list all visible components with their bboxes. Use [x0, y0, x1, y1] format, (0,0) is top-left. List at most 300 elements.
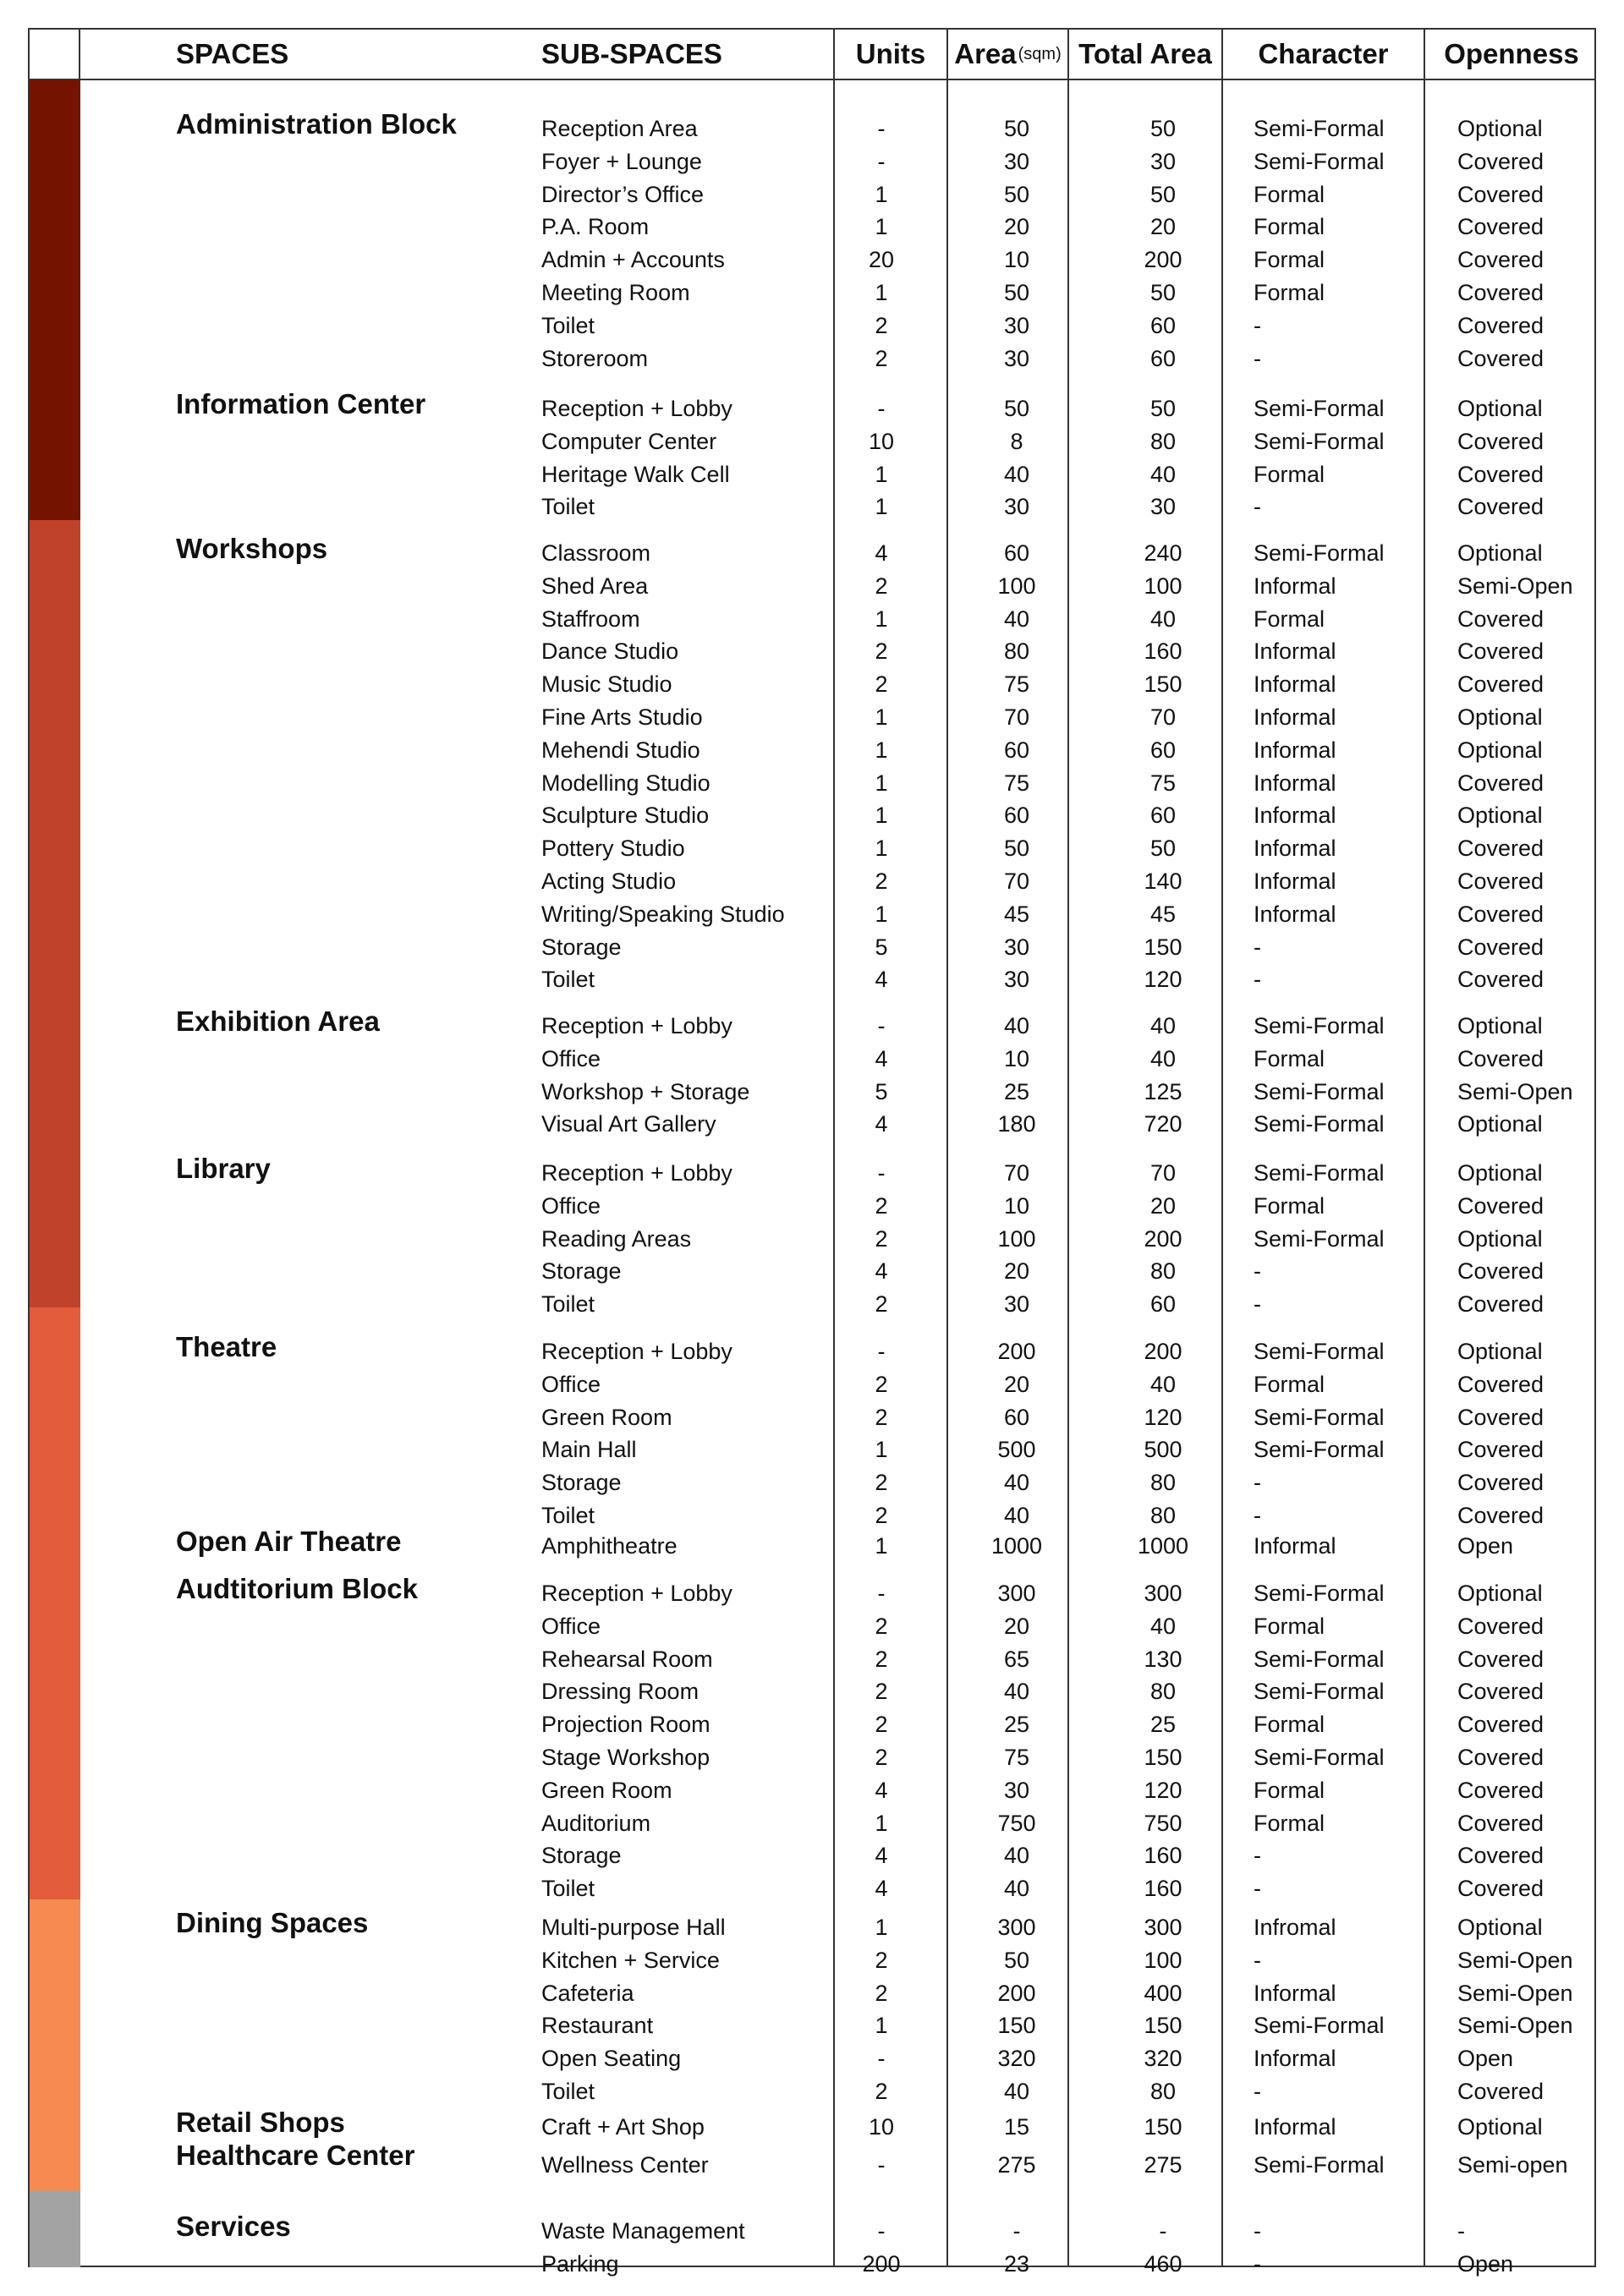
- header-units: Units: [855, 38, 926, 69]
- character-cell: -: [1254, 967, 1261, 993]
- sub-space-cell: Toilet: [541, 2079, 595, 2104]
- openness-cell: Covered: [1457, 1258, 1544, 1285]
- units-cell: 1: [875, 704, 888, 730]
- openness-cell: Covered: [1457, 1291, 1544, 1318]
- openness-cell: Covered: [1457, 1404, 1544, 1430]
- character-cell: Semi-Formal: [1254, 1745, 1385, 1770]
- units-cell: 1: [875, 1915, 888, 1940]
- area-cell: -: [1012, 2218, 1021, 2244]
- area-cell: 150: [997, 2013, 1036, 2039]
- total-area-cell: 40: [1149, 1371, 1177, 1397]
- character-cell: -: [1254, 1291, 1261, 1318]
- area-cell: 15: [1003, 2114, 1030, 2140]
- total-area-cell: 200: [1144, 247, 1182, 273]
- character-cell: Semi-Formal: [1254, 1225, 1385, 1252]
- sub-space-cell: Toilet: [541, 1503, 595, 1528]
- table-row: [30, 1157, 1594, 1190]
- area-cell: 60: [1003, 737, 1030, 763]
- units-cell: -: [877, 1581, 886, 1606]
- openness-cell: Covered: [1457, 1712, 1544, 1738]
- sub-space-cell: Office: [541, 1613, 601, 1639]
- sub-space-cell: Dressing Room: [541, 1679, 700, 1705]
- units-cell: 4: [875, 1111, 888, 1137]
- area-cell: 500: [997, 1437, 1036, 1463]
- sub-space-cell: Multi-purpose Hall: [541, 1915, 726, 1940]
- area-cell: 320: [997, 2046, 1036, 2072]
- character-cell: -: [1254, 1876, 1261, 1902]
- area-cell: 200: [997, 1339, 1036, 1364]
- total-area-cell: 40: [1149, 1013, 1177, 1038]
- total-area-cell: 25: [1149, 1712, 1177, 1738]
- sub-space-cell: Toilet: [541, 312, 595, 338]
- sub-space-cell: Pottery Studio: [541, 836, 685, 862]
- area-cell: 65: [1003, 1646, 1030, 1672]
- area-cell: 80: [1003, 638, 1030, 665]
- character-cell: -: [1254, 1470, 1261, 1496]
- area-cell: 75: [1003, 770, 1030, 796]
- character-cell: Formal: [1254, 1777, 1325, 1803]
- sub-space-cell: Fine Arts Studio: [541, 704, 703, 730]
- total-area-cell: 300: [1144, 1581, 1182, 1606]
- units-cell: 2: [875, 1980, 888, 2006]
- table-row: [30, 1466, 1594, 1499]
- header-area: [948, 30, 1067, 79]
- openness-cell: Optional: [1457, 737, 1543, 763]
- openness-cell: Covered: [1457, 1679, 1544, 1705]
- units-cell: 2: [875, 1404, 888, 1430]
- table-row: [30, 1433, 1594, 1466]
- total-area-cell: 20: [1149, 214, 1177, 240]
- total-area-cell: 40: [1149, 1045, 1177, 1071]
- character-cell: Formal: [1254, 214, 1325, 240]
- character-cell: Informal: [1254, 803, 1336, 829]
- table-row: [30, 145, 1594, 178]
- total-area-cell: 300: [1144, 1915, 1182, 1940]
- openness-cell: Optional: [1457, 803, 1543, 829]
- character-cell: -: [1254, 1843, 1261, 1869]
- sub-space-cell: Green Room: [541, 1777, 672, 1803]
- units-cell: -: [877, 396, 886, 421]
- table-row: [30, 211, 1594, 244]
- area-cell: 70: [1003, 1160, 1030, 1186]
- total-area-cell: 60: [1149, 312, 1177, 338]
- character-cell: Formal: [1254, 1613, 1325, 1639]
- table-row: [30, 1774, 1594, 1807]
- table-row: [30, 1401, 1594, 1434]
- sub-space-cell: Cafeteria: [541, 1980, 634, 2006]
- table-row: [30, 425, 1594, 458]
- total-area-cell: 60: [1149, 1291, 1177, 1318]
- sub-space-cell: Music Studio: [541, 671, 672, 698]
- openness-cell: Semi-Open: [1457, 573, 1573, 599]
- openness-cell: Covered: [1457, 247, 1544, 273]
- table-row: [30, 2009, 1594, 2042]
- units-cell: -: [877, 148, 886, 174]
- units-cell: -: [877, 2046, 886, 2072]
- openness-cell: Covered: [1457, 148, 1544, 174]
- space-group-title: Library: [176, 1153, 271, 1184]
- units-cell: 2: [875, 1613, 888, 1639]
- sub-space-cell: Storage: [541, 1843, 622, 1869]
- sub-space-cell: Reception + Lobby: [541, 1160, 732, 1186]
- table-row: [30, 490, 1594, 523]
- area-cell: 8: [1010, 428, 1023, 454]
- units-cell: 2: [875, 869, 888, 894]
- character-cell: Semi-Formal: [1254, 1679, 1385, 1705]
- total-area-cell: 720: [1144, 1111, 1182, 1137]
- area-cell: 25: [1003, 1078, 1030, 1104]
- total-area-cell: 80: [1149, 1258, 1177, 1285]
- sub-space-cell: Toilet: [541, 1876, 595, 1902]
- area-cell: 40: [1003, 1679, 1030, 1705]
- character-cell: -: [1254, 934, 1261, 960]
- units-cell: 4: [875, 967, 888, 993]
- character-cell: Semi-Formal: [1254, 1078, 1385, 1104]
- total-area-cell: 50: [1149, 280, 1177, 305]
- space-group-title: Exhibition Area: [176, 1006, 380, 1037]
- units-cell: 1: [875, 1437, 888, 1463]
- openness-cell: Covered: [1457, 934, 1544, 960]
- area-cell: 50: [1003, 116, 1030, 141]
- table-row: [30, 1010, 1594, 1043]
- openness-cell: Optional: [1457, 1111, 1543, 1137]
- openness-cell: Covered: [1457, 1371, 1544, 1397]
- units-cell: 1: [875, 770, 888, 796]
- total-area-cell: 80: [1149, 1679, 1177, 1705]
- total-area-cell: 75: [1149, 770, 1177, 796]
- character-cell: Semi-Formal: [1254, 1437, 1385, 1463]
- table-row: [30, 2248, 1594, 2281]
- units-cell: 2: [875, 1371, 888, 1397]
- character-cell: Informal: [1254, 1980, 1336, 2006]
- sub-space-cell: Kitchen + Service: [541, 1947, 720, 1973]
- total-area-cell: 150: [1144, 2013, 1182, 2039]
- table-row: [30, 458, 1594, 491]
- sub-space-cell: Reception + Lobby: [541, 1581, 732, 1606]
- header-area-unit: (sqm): [1018, 44, 1062, 63]
- units-cell: 10: [868, 2114, 895, 2140]
- table-row: [30, 1807, 1594, 1840]
- area-cell: 40: [1003, 2079, 1030, 2104]
- total-area-cell: 50: [1149, 181, 1177, 207]
- sub-space-cell: Main Hall: [541, 1437, 637, 1463]
- character-cell: Informal: [1254, 737, 1336, 763]
- total-area-cell: 30: [1149, 494, 1177, 520]
- character-cell: Semi-Formal: [1254, 396, 1385, 421]
- table-row: [30, 799, 1594, 832]
- area-cell: 25: [1003, 1712, 1030, 1738]
- units-cell: 1: [875, 836, 888, 862]
- openness-cell: Covered: [1457, 1745, 1544, 1770]
- character-cell: Informal: [1254, 671, 1336, 698]
- units-cell: 1: [875, 1810, 888, 1836]
- units-cell: 2: [875, 1947, 888, 1973]
- total-area-cell: 120: [1144, 1404, 1182, 1430]
- character-cell: Semi-Formal: [1254, 428, 1385, 454]
- sub-space-cell: Modelling Studio: [541, 770, 710, 796]
- openness-cell: Open: [1457, 1533, 1514, 1559]
- sub-space-cell: Dance Studio: [541, 638, 679, 665]
- openness-cell: Covered: [1457, 901, 1544, 927]
- openness-cell: Optional: [1457, 1225, 1543, 1252]
- character-cell: Semi-Formal: [1254, 2013, 1385, 2039]
- openness-cell: Semi-Open: [1457, 1947, 1573, 1973]
- area-cell: 45: [1003, 901, 1030, 927]
- space-group-title: Open Air Theatre: [176, 1526, 402, 1557]
- total-area-cell: 120: [1144, 1777, 1182, 1803]
- units-cell: 2: [875, 1679, 888, 1705]
- area-cell: 50: [1003, 1947, 1030, 1973]
- units-cell: 2: [875, 1646, 888, 1672]
- character-cell: Informal: [1254, 770, 1336, 796]
- total-area-cell: 150: [1144, 1745, 1182, 1770]
- sub-space-cell: Office: [541, 1371, 601, 1397]
- character-cell: -: [1254, 345, 1261, 371]
- table-row: [30, 1610, 1594, 1643]
- table-row: [30, 1368, 1594, 1401]
- table-row: [30, 963, 1594, 996]
- area-cell: 40: [1003, 1503, 1030, 1528]
- openness-cell: Open: [1457, 2250, 1514, 2277]
- table-row: [30, 310, 1594, 342]
- units-cell: 1: [875, 1533, 888, 1559]
- units-cell: 4: [875, 1045, 888, 1071]
- area-cell: 60: [1003, 1404, 1030, 1430]
- area-cell: 20: [1003, 1258, 1030, 1285]
- area-cell: 20: [1003, 1371, 1030, 1397]
- total-area-cell: 1000: [1137, 1533, 1189, 1559]
- header-openness: Openness: [1444, 38, 1579, 69]
- table-row: [30, 1911, 1594, 1944]
- openness-cell: Optional: [1457, 116, 1543, 141]
- total-area-cell: 120: [1144, 967, 1182, 993]
- openness-cell: Covered: [1457, 1810, 1544, 1836]
- openness-cell: Covered: [1457, 638, 1544, 665]
- character-cell: Formal: [1254, 181, 1325, 207]
- sub-space-cell: Stage Workshop: [541, 1745, 710, 1770]
- table-row: [30, 603, 1594, 636]
- character-cell: -: [1254, 2218, 1261, 2244]
- sub-space-cell: Parking: [541, 2250, 619, 2277]
- character-cell: Formal: [1254, 1712, 1325, 1738]
- openness-cell: Optional: [1457, 396, 1543, 421]
- table-row: [30, 1708, 1594, 1741]
- space-group-title: Administration Block: [176, 108, 457, 140]
- openness-cell: Semi-Open: [1457, 1980, 1573, 2006]
- area-cell: 50: [1003, 280, 1030, 305]
- area-cell: 30: [1003, 494, 1030, 520]
- area-cell: 50: [1003, 836, 1030, 862]
- openness-cell: Covered: [1457, 869, 1544, 894]
- character-cell: -: [1254, 494, 1261, 520]
- character-cell: Formal: [1254, 606, 1325, 632]
- total-area-cell: 50: [1149, 116, 1177, 141]
- openness-cell: Covered: [1457, 1646, 1544, 1672]
- sub-space-cell: Reception + Lobby: [541, 1013, 732, 1038]
- area-cell: 40: [1003, 606, 1030, 632]
- character-cell: Semi-Formal: [1254, 540, 1385, 566]
- character-cell: Informal: [1254, 1533, 1336, 1559]
- table-row: [30, 1872, 1594, 1905]
- openness-cell: Covered: [1457, 1470, 1544, 1496]
- character-cell: Formal: [1254, 461, 1325, 487]
- sub-space-cell: Waste Management: [541, 2218, 745, 2244]
- units-cell: 1: [875, 606, 888, 632]
- total-area-cell: 80: [1149, 428, 1177, 454]
- table-row: [30, 1043, 1594, 1076]
- total-area-cell: 150: [1144, 934, 1182, 960]
- total-area-cell: 130: [1144, 1646, 1182, 1672]
- units-cell: 1: [875, 803, 888, 829]
- sub-space-cell: Storeroom: [541, 345, 649, 371]
- area-cell: 70: [1003, 704, 1030, 730]
- table-row: [30, 767, 1594, 800]
- total-area-cell: 40: [1149, 606, 1177, 632]
- area-cell: 30: [1003, 148, 1030, 174]
- character-cell: Formal: [1254, 1810, 1325, 1836]
- openness-cell: Covered: [1457, 461, 1544, 487]
- total-area-cell: 160: [1144, 1876, 1182, 1902]
- sub-space-cell: Projection Room: [541, 1712, 710, 1738]
- character-cell: Semi-Formal: [1254, 116, 1385, 141]
- total-area-cell: -: [1159, 2218, 1167, 2244]
- character-cell: Formal: [1254, 1045, 1325, 1071]
- total-area-cell: 80: [1149, 1470, 1177, 1496]
- table-row: [30, 537, 1594, 570]
- character-cell: Informal: [1254, 2114, 1336, 2140]
- units-cell: 1: [875, 737, 888, 763]
- sub-space-cell: Office: [541, 1192, 601, 1219]
- area-cell: 10: [1003, 1045, 1030, 1071]
- total-area-cell: 275: [1144, 2152, 1182, 2178]
- units-cell: 2: [875, 345, 888, 371]
- space-group-title: Information Center: [176, 388, 426, 419]
- units-cell: 2: [875, 573, 888, 599]
- sub-space-cell: Green Room: [541, 1404, 672, 1430]
- table-row: [30, 1076, 1594, 1109]
- character-cell: Informal: [1254, 869, 1336, 894]
- area-cell: 60: [1003, 803, 1030, 829]
- units-cell: 4: [875, 1777, 888, 1803]
- sub-space-cell: Toilet: [541, 967, 595, 993]
- sub-space-cell: Auditorium: [541, 1810, 651, 1836]
- units-cell: 200: [862, 2250, 901, 2277]
- total-area-cell: 240: [1144, 540, 1182, 566]
- table-row: [30, 342, 1594, 375]
- units-cell: 4: [875, 1258, 888, 1285]
- openness-cell: Optional: [1457, 1581, 1543, 1606]
- total-area-cell: 80: [1149, 2079, 1177, 2104]
- area-cell: 40: [1003, 461, 1030, 487]
- openness-cell: Covered: [1457, 1503, 1544, 1528]
- openness-cell: Optional: [1457, 2114, 1543, 2140]
- total-area-cell: 140: [1144, 869, 1182, 894]
- sub-space-cell: Toilet: [541, 1291, 595, 1318]
- total-area-cell: 60: [1149, 737, 1177, 763]
- character-cell: Semi-Formal: [1254, 1404, 1385, 1430]
- character-cell: Formal: [1254, 1192, 1325, 1219]
- sub-space-cell: Foyer + Lounge: [541, 148, 702, 174]
- sub-space-cell: Amphitheatre: [541, 1533, 678, 1559]
- units-cell: 2: [875, 1225, 888, 1252]
- total-area-cell: 70: [1149, 1160, 1177, 1186]
- units-cell: 2: [875, 312, 888, 338]
- openness-cell: Covered: [1457, 428, 1544, 454]
- openness-cell: Covered: [1457, 2079, 1544, 2104]
- table-row: [30, 1977, 1594, 2010]
- character-cell: Semi-Formal: [1254, 148, 1385, 174]
- openness-cell: Covered: [1457, 1437, 1544, 1463]
- units-cell: 5: [875, 1078, 888, 1104]
- total-area-cell: 40: [1149, 1613, 1177, 1639]
- openness-cell: Optional: [1457, 1339, 1543, 1364]
- area-cell: 40: [1003, 1843, 1030, 1869]
- table-row: [30, 570, 1594, 603]
- openness-cell: Optional: [1457, 540, 1543, 566]
- character-cell: Informal: [1254, 836, 1336, 862]
- table-row: [30, 392, 1594, 425]
- sub-space-cell: Admin + Accounts: [541, 247, 725, 273]
- character-cell: Formal: [1254, 247, 1325, 273]
- character-cell: -: [1254, 1947, 1261, 1973]
- sub-space-cell: Computer Center: [541, 428, 717, 454]
- sub-space-cell: Reception + Lobby: [541, 396, 732, 421]
- sub-space-cell: Storage: [541, 934, 622, 960]
- sub-space-cell: Reception + Lobby: [541, 1339, 732, 1364]
- openness-cell: Covered: [1457, 1876, 1544, 1902]
- table-row: [30, 734, 1594, 767]
- openness-cell: Covered: [1457, 280, 1544, 305]
- sub-space-cell: Office: [541, 1045, 601, 1071]
- units-cell: 1: [875, 494, 888, 520]
- units-cell: 1: [875, 214, 888, 240]
- area-cell: 10: [1003, 1192, 1030, 1219]
- space-group-title: Healthcare Center: [176, 2140, 415, 2171]
- openness-cell: Optional: [1457, 1013, 1543, 1038]
- total-area-cell: 150: [1144, 671, 1182, 698]
- total-area-cell: 200: [1144, 1339, 1182, 1364]
- table-row: [30, 277, 1594, 310]
- total-area-cell: 60: [1149, 803, 1177, 829]
- sub-space-cell: Toilet: [541, 494, 595, 520]
- total-area-cell: 40: [1149, 461, 1177, 487]
- header-area-label: Area: [954, 38, 1017, 69]
- table-row: [30, 898, 1594, 931]
- table-row: [30, 1944, 1594, 1977]
- openness-cell: Covered: [1457, 1777, 1544, 1803]
- area-cell: 30: [1003, 345, 1030, 371]
- sub-space-cell: Acting Studio: [541, 869, 677, 894]
- character-cell: Semi-Formal: [1254, 1111, 1385, 1137]
- area-cell: 1000: [990, 1533, 1043, 1559]
- table-row: [30, 1839, 1594, 1872]
- units-cell: 2: [875, 1192, 888, 1219]
- sub-space-cell: Reading Areas: [541, 1225, 692, 1252]
- sub-space-cell: Writing/Speaking Studio: [541, 901, 785, 927]
- total-area-cell: 125: [1144, 1078, 1182, 1104]
- table-row: [30, 2042, 1594, 2075]
- units-cell: 10: [868, 428, 895, 454]
- table-row: [30, 1741, 1594, 1774]
- units-cell: -: [877, 1160, 886, 1186]
- total-area-cell: 100: [1144, 573, 1182, 599]
- character-cell: -: [1254, 2079, 1261, 2104]
- units-cell: 1: [875, 181, 888, 207]
- units-cell: 2: [875, 2079, 888, 2104]
- area-cell: 100: [997, 1225, 1036, 1252]
- total-area-cell: 500: [1144, 1437, 1182, 1463]
- space-group-title: Workshops: [176, 533, 328, 564]
